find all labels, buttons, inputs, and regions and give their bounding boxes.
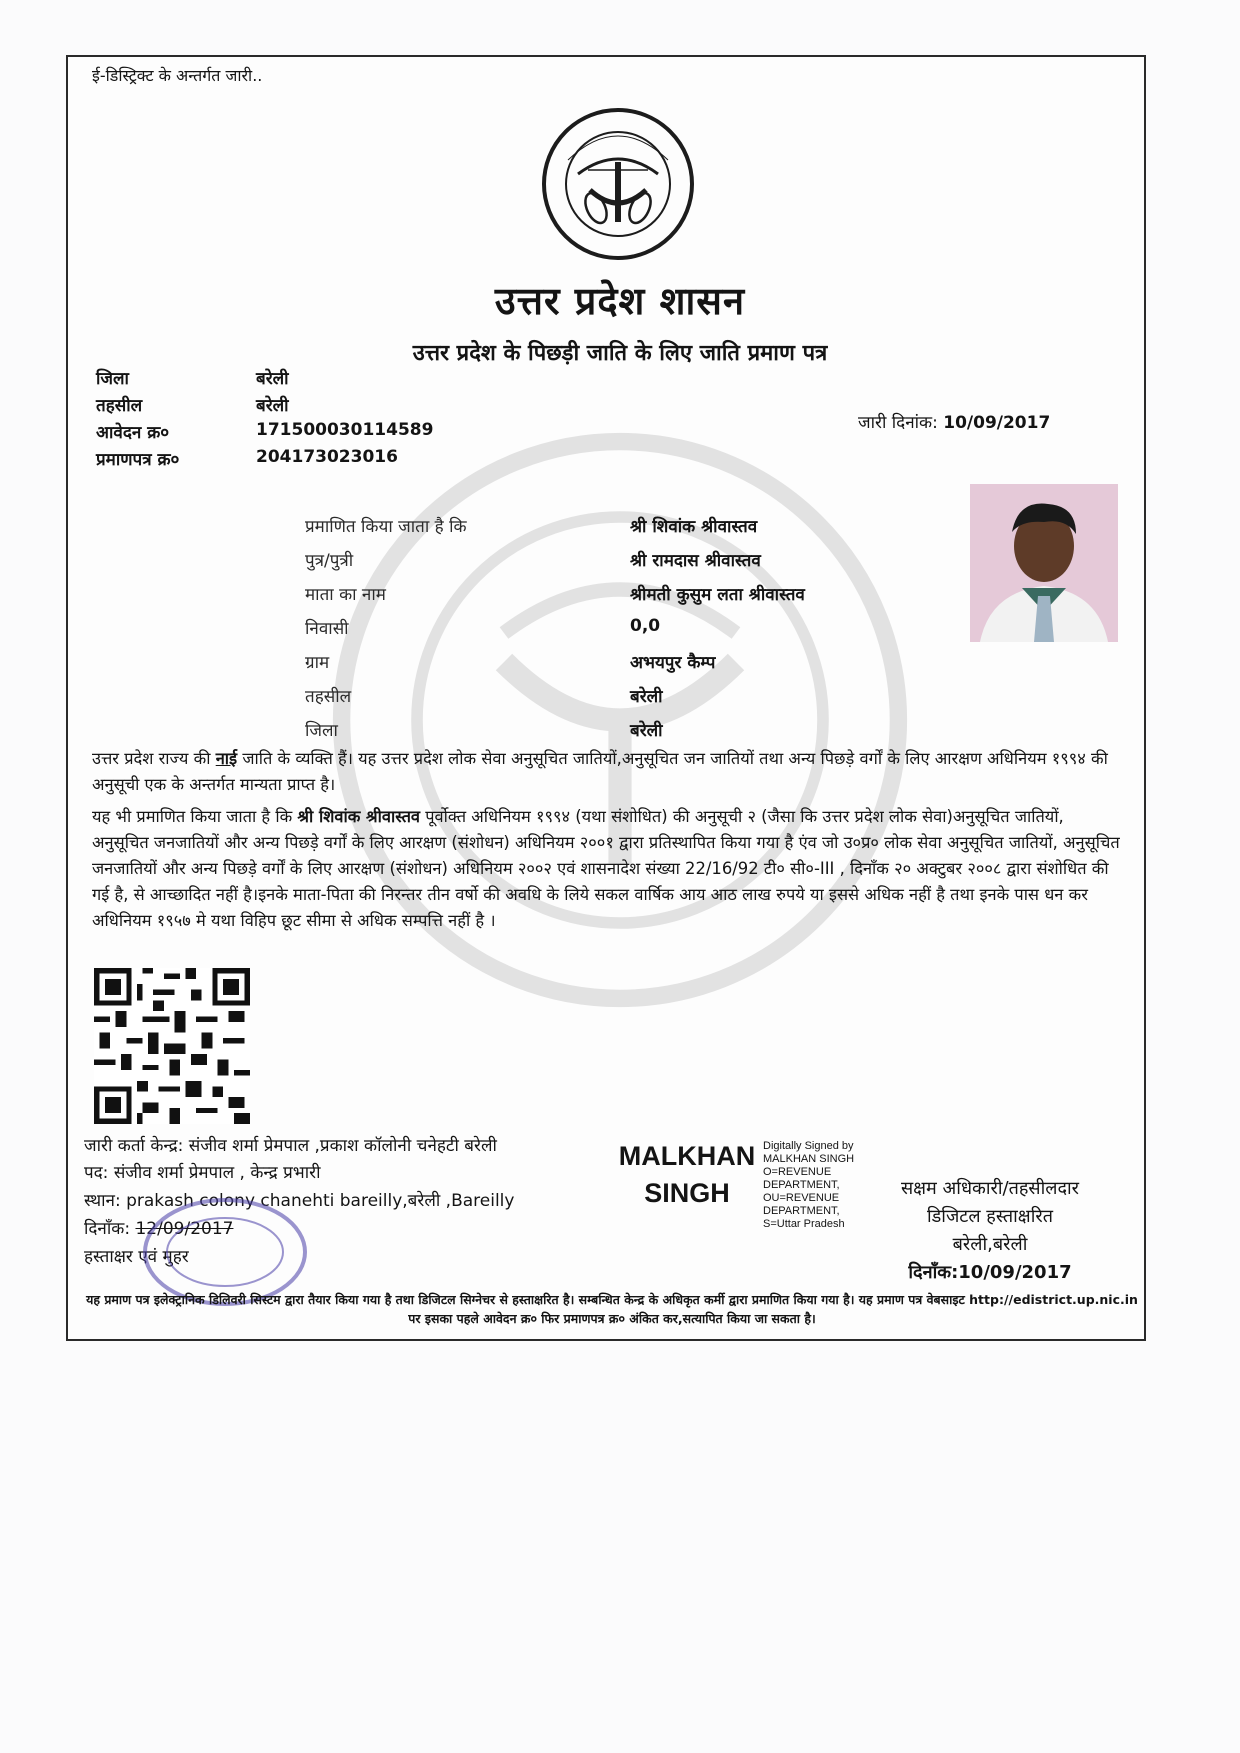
center-date-value: 12/09/2017: [135, 1219, 234, 1239]
village-label: ग्राम: [305, 653, 330, 673]
post-line: पद: संजीव शर्मा प्रेमपाल , केन्द्र प्रभारी: [84, 1163, 321, 1183]
up-emblem-icon: [538, 104, 698, 264]
meta-application-value: 171500030114589: [256, 420, 434, 440]
detail-district-label: जिला: [305, 721, 338, 741]
center-date-label: दिनाँक:: [84, 1219, 131, 1239]
caste-paragraph: [92, 746, 1122, 798]
meta-certificate-label: प्रमाणपत्र क्र०: [96, 450, 180, 470]
digital-signature-details: Digitally Signed by MALKHAN SINGH O=REVENUE DEPARTMENT, OU=REVENUE DEPARTMENT, S=Uttar Pradesh: [763, 1140, 855, 1230]
verification-note: यह प्रमाण पत्र इलेक्ट्रानिक डिलिवरी सिस्टम द्वारा तैयार किया गया है तथा डिजिटल सिग्नेचर से हस्ताक्षरित है। सम्बन्धित केन्द्र के अधिकृत कर्मी द्वारा प्रमाणित किया गया है। यह प्रमाण पत्र वेबसाइट http://edistrict.up.nic.in पर इसका पहले आवेदन क्र० फिर प्रमाणपत्र क्र० अंकित कर,सत्यापित किया जा सकता है।: [86, 1292, 1138, 1326]
authority-digital: डिजिटल हस्ताक्षरित: [927, 1206, 1053, 1227]
creamy-layer-paragraph: [92, 804, 1122, 934]
meta-tehsil-label: तहसील: [96, 396, 143, 416]
sign-label: हस्ताक्षर एवं मुहर: [84, 1247, 189, 1267]
meta-certificate-value: 204173023016: [256, 447, 398, 467]
qr-code-icon: [94, 968, 250, 1124]
authority-date-value: 10/09/2017: [958, 1262, 1072, 1283]
meta-district-label: जिला: [96, 369, 129, 389]
caste-text-b: जाति के व्यक्ति हैं। यह उत्तर प्रदेश लोक सेवा अनुसूचित जातियों,अनुसूचित जन जातियों तथा अन्य पिछड़े वर्गों के लिए आरक्षण अधिनियम १९९४ की अनुसूची एक के अन्तर्गत मान्यता प्राप्त है।: [92, 749, 1108, 794]
authority-place: बरेली,बरेली: [952, 1234, 1028, 1255]
declaration-text-a: यह भी प्रमाणित किया जाता है कि: [92, 807, 293, 826]
place-value: prakash colony chanehti bareilly,बरेली ,Bareilly: [126, 1191, 515, 1211]
top-note: ई-डिस्ट्रिक्ट के अन्तर्गत जारी..: [92, 66, 263, 85]
meta-tehsil-value: बरेली: [256, 396, 289, 416]
digital-signer-name: [614, 1138, 760, 1212]
issuer-line: जारी कर्ता केन्द्र: संजीव शर्मा प्रेमपाल ,प्रकाश कॉलोनी चनेहटी बरेली: [84, 1136, 497, 1156]
village-value: अभयपुर कैम्प: [630, 653, 716, 673]
issue-date-label: जारी दिनांक:: [858, 413, 938, 433]
issue-date-value: 10/09/2017: [943, 413, 1051, 433]
detail-tehsil-label: तहसील: [305, 687, 352, 707]
caste-name: नाई: [215, 749, 238, 768]
caste-text-a: उत्तर प्रदेश राज्य की: [92, 749, 211, 768]
parent-label: पुत्र/पुत्री: [305, 551, 354, 571]
detail-tehsil-value: बरेली: [630, 687, 663, 707]
authority-date-label: दिनाँक:: [908, 1262, 959, 1283]
certify-label: प्रमाणित किया जाता है कि: [305, 517, 467, 537]
certificate-subtitle: उत्तर प्रदेश के पिछड़ी जाति के लिए जाति प्रमाण पत्र: [412, 341, 828, 366]
parent-value: श्री रामदास श्रीवास्तव: [630, 551, 761, 571]
signer-name-line-1: MALKHAN: [618, 1141, 756, 1171]
place-label: स्थान:: [84, 1191, 121, 1211]
declaration-text-b: पूर्वोक्त अधिनियम १९९४ (यथा संशोधित) की अनुसूची २ (जैसा कि उत्तर प्रदेश लोक सेवा)अनुसूचित जातियों, अनुसूचित जनजातियों और अन्य पिछड़े वर्गों के लिए आरक्षण (संशोधन) अधिनियम २००१ द्वारा प्रतिस्थापित किया गया है एंव जो उ०प्र० लोक सेवा अनुसूचित जातियों, अनुसूचित जनजातियों और अन्य पिछड़े वर्गों के लिए आरक्षण (संशोधन) अधिनियम २००२ एवं शासनादेश संख्या 22/16/92 टी० सी०-III , दिनाँक २० अक्टुबर २००८ द्वारा संशोधित की गई है, से आच्छादित नहीं है।इनके माता-पिता की निरन्तर तीन वर्षो की अवधि के लिये सकल वार्षिक आय आठ लाख रुपये या इससे अधिक नहीं है तथा इनके पास धन कर अधिनियम १९५७ मे यथा विहिप छूट सीमा से अधिक सम्पत्ति नहीं है ।: [92, 807, 1120, 930]
resident-label: निवासी: [305, 619, 349, 639]
mother-value: श्रीमती कुसुम लता श्रीवास्तव: [630, 585, 805, 605]
authority-date: [860, 1260, 1120, 1284]
declaration-name: श्री शिवांक श्रीवास्तव: [297, 807, 421, 826]
meta-district-value: बरेली: [256, 369, 289, 389]
applicant-photo: [970, 484, 1118, 642]
signer-name-line-2: SINGH: [644, 1178, 730, 1208]
page-title: उत्तर प्रदेश शासन: [494, 278, 746, 323]
issue-date: [858, 410, 1050, 433]
certify-value: श्री शिवांक श्रीवास्तव: [630, 517, 758, 537]
detail-district-value: बरेली: [630, 721, 663, 741]
mother-label: माता का नाम: [305, 585, 386, 605]
meta-application-label: आवेदन क्र०: [96, 423, 170, 443]
authority-title: सक्षम अधिकारी/तहसीलदार: [900, 1178, 1080, 1199]
resident-value: 0,0: [630, 616, 661, 636]
